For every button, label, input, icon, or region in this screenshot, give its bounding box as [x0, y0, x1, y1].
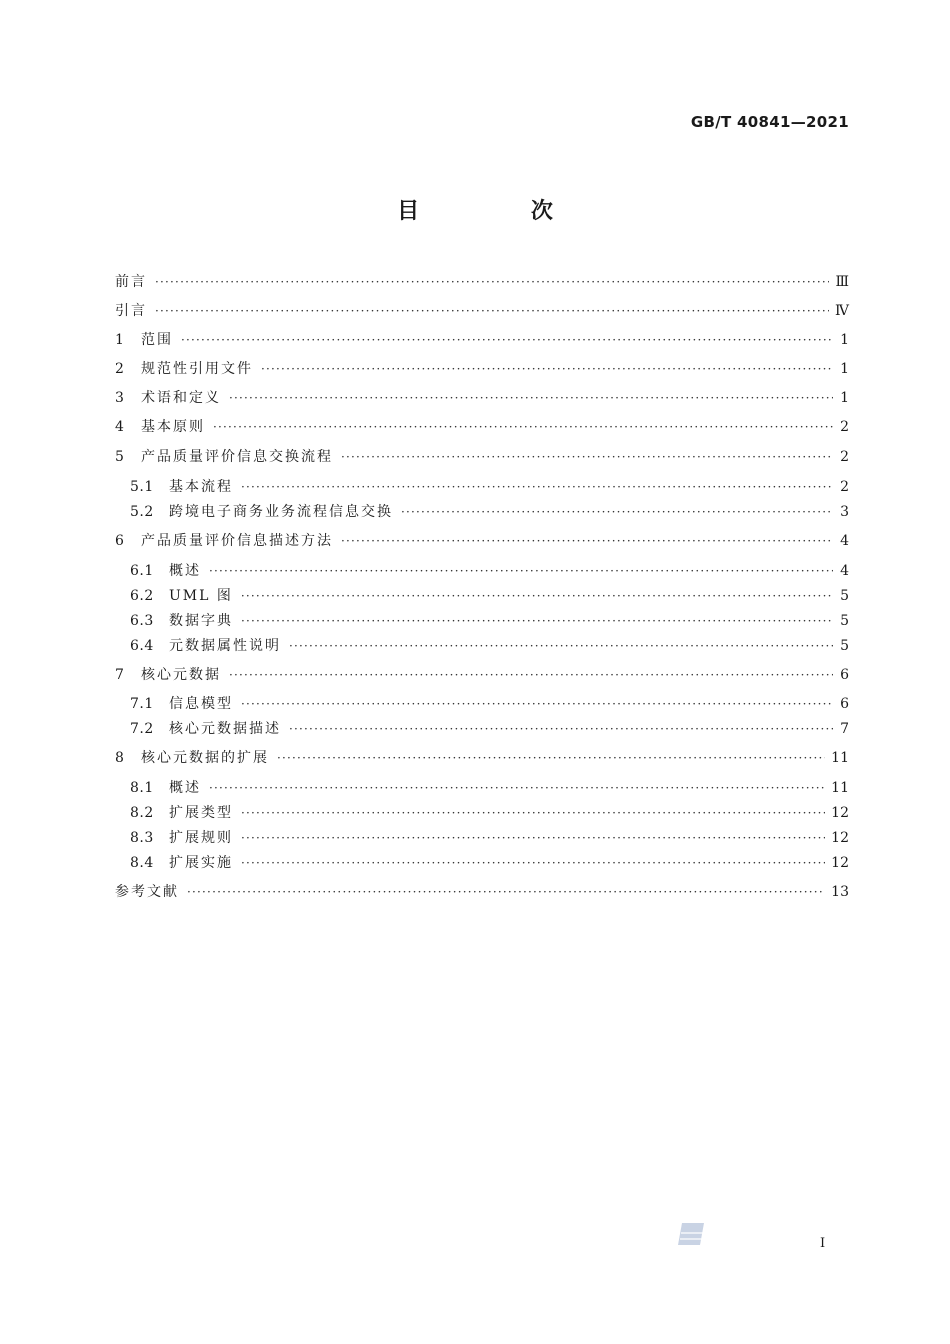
toc-entry-number: 5 — [115, 449, 125, 465]
toc-leader-dots — [241, 609, 833, 634]
toc-entry-title: UML 图 — [169, 588, 233, 604]
toc-entry-number: 6.4 — [130, 638, 154, 654]
toc-entry[interactable] — [115, 386, 849, 411]
toc-entry-title: 基本原则 — [141, 419, 205, 435]
toc-entry-page: 1 — [840, 332, 849, 348]
toc-entry[interactable] — [115, 609, 849, 634]
toc-entry-number: 8.1 — [130, 780, 154, 796]
toc-leader-dots — [229, 386, 833, 411]
toc-entry-page: 11 — [831, 750, 849, 766]
toc-entry-page: 5 — [840, 613, 849, 629]
toc-entry-page: 12 — [831, 855, 849, 871]
toc-entry-number: 4 — [115, 419, 125, 435]
toc-leader-dots — [229, 663, 833, 688]
page-title: 目 次 — [397, 199, 605, 224]
toc-entry-page: 5 — [840, 588, 849, 604]
toc-entry-number: 7 — [115, 667, 125, 683]
toc-entry-title: 核心元数据描述 — [169, 721, 281, 737]
toc-leader-dots — [241, 851, 825, 876]
toc-entry[interactable] — [115, 445, 849, 470]
toc-entry-page: 1 — [840, 390, 849, 406]
toc-entry[interactable] — [115, 415, 849, 440]
toc-entry[interactable] — [115, 357, 849, 382]
toc-entry-title: 扩展规则 — [169, 830, 233, 846]
toc-entry-title: 范围 — [141, 332, 173, 348]
toc-entry-page: 12 — [831, 830, 849, 846]
toc-entry-page: 11 — [831, 780, 849, 796]
toc-entry-number: 8 — [115, 750, 125, 766]
toc-entry-page: 5 — [840, 638, 849, 654]
toc-leader-dots — [187, 880, 825, 905]
toc-entry-page: 13 — [831, 884, 849, 900]
toc-entry-title: 概述 — [169, 563, 201, 579]
toc-entry[interactable] — [115, 559, 849, 584]
toc-entry[interactable] — [115, 776, 849, 801]
toc-entry[interactable] — [115, 880, 849, 905]
toc-leader-dots — [181, 328, 833, 353]
toc-entry-title: 扩展类型 — [169, 805, 233, 821]
toc-entry-title: 核心元数据 — [141, 667, 221, 683]
toc-entry-title: 规范性引用文件 — [141, 361, 253, 377]
toc-leader-dots — [341, 529, 833, 554]
toc-entry-page: Ⅲ — [835, 274, 849, 290]
toc-entry-number: 7.2 — [130, 721, 154, 737]
toc-entry-page: Ⅳ — [835, 303, 849, 319]
standard-number: GB/T 40841—2021 — [690, 113, 849, 131]
toc-entry-page: 3 — [840, 504, 849, 520]
toc-entry-title: 信息模型 — [169, 696, 233, 712]
toc-entry[interactable] — [115, 663, 849, 688]
toc-entry[interactable] — [115, 826, 849, 851]
toc-entry-number: 6.2 — [130, 588, 154, 604]
toc-entry-number: 8.2 — [130, 805, 154, 821]
toc-entry-page: 12 — [831, 805, 849, 821]
toc-entry-title: 跨境电子商务业务流程信息交换 — [169, 504, 393, 520]
toc-entry-title: 基本流程 — [169, 479, 233, 495]
toc-leader-dots — [241, 475, 833, 500]
toc-entry-title: 前言 — [115, 274, 147, 290]
toc-entry-title: 元数据属性说明 — [169, 638, 281, 654]
toc-leader-dots — [241, 584, 833, 609]
toc-entry[interactable] — [115, 851, 849, 876]
toc-entry-page: 2 — [840, 449, 849, 465]
toc-entry[interactable] — [115, 500, 849, 525]
toc-entry-number: 1 — [115, 332, 125, 348]
toc-leader-dots — [277, 746, 825, 771]
toc-entry-number: 6.3 — [130, 613, 154, 629]
toc-entry-number: 8.3 — [130, 830, 154, 846]
toc-leader-dots — [241, 801, 825, 826]
toc-leader-dots — [155, 270, 829, 295]
toc-leader-dots — [213, 415, 833, 440]
toc-leader-dots — [261, 357, 833, 382]
page-number: Ⅰ — [820, 1236, 826, 1251]
toc-entry-title: 参考文献 — [115, 884, 179, 900]
toc-leader-dots — [209, 776, 825, 801]
toc-entry[interactable] — [115, 299, 849, 324]
toc-entry[interactable] — [115, 692, 849, 717]
toc-entry-number: 5.2 — [130, 504, 154, 520]
toc-entry-title: 核心元数据的扩展 — [141, 750, 269, 766]
toc-entry-number: 6 — [115, 533, 125, 549]
toc-leader-dots — [155, 299, 829, 324]
toc-entry-page: 2 — [840, 419, 849, 435]
toc-entry[interactable] — [115, 801, 849, 826]
toc-leader-dots — [289, 634, 833, 659]
toc-entry[interactable] — [115, 270, 849, 295]
toc-entry[interactable] — [115, 475, 849, 500]
toc-entry[interactable] — [115, 746, 849, 771]
toc-entry[interactable] — [115, 529, 849, 554]
toc-entry-title: 扩展实施 — [169, 855, 233, 871]
toc-entry-page: 7 — [840, 721, 849, 737]
toc-leader-dots — [341, 445, 833, 470]
toc-entry-page: 1 — [840, 361, 849, 377]
toc-entry-number: 8.4 — [130, 855, 154, 871]
toc-entry-title: 产品质量评价信息描述方法 — [141, 533, 333, 549]
toc-entry-title: 术语和定义 — [141, 390, 221, 406]
toc-entry-title: 产品质量评价信息交换流程 — [141, 449, 333, 465]
toc-leader-dots — [209, 559, 833, 584]
toc-entry-number: 7.1 — [130, 696, 154, 712]
toc-leader-dots — [241, 826, 825, 851]
toc-leader-dots — [401, 500, 833, 525]
toc-leader-dots — [241, 692, 833, 717]
toc-entry-number: 3 — [115, 390, 125, 406]
toc-entry-page: 2 — [840, 479, 849, 495]
toc-entry-number: 6.1 — [130, 563, 154, 579]
toc-leader-dots — [289, 717, 833, 742]
toc-entry[interactable] — [115, 717, 849, 742]
toc-entry-page: 6 — [840, 696, 849, 712]
toc-entry-page: 4 — [840, 563, 849, 579]
toc-entry-title: 引言 — [115, 303, 147, 319]
toc-entry[interactable] — [115, 634, 849, 659]
toc-entry-number: 2 — [115, 361, 125, 377]
toc-entry[interactable] — [115, 328, 849, 353]
toc-entry-title: 数据字典 — [169, 613, 233, 629]
toc-entry[interactable] — [115, 584, 849, 609]
toc-entry-page: 4 — [840, 533, 849, 549]
toc-entry-page: 6 — [840, 667, 849, 683]
sac-logo-icon — [678, 1223, 704, 1245]
toc-entry-number: 5.1 — [130, 479, 154, 495]
toc-entry-title: 概述 — [169, 780, 201, 796]
